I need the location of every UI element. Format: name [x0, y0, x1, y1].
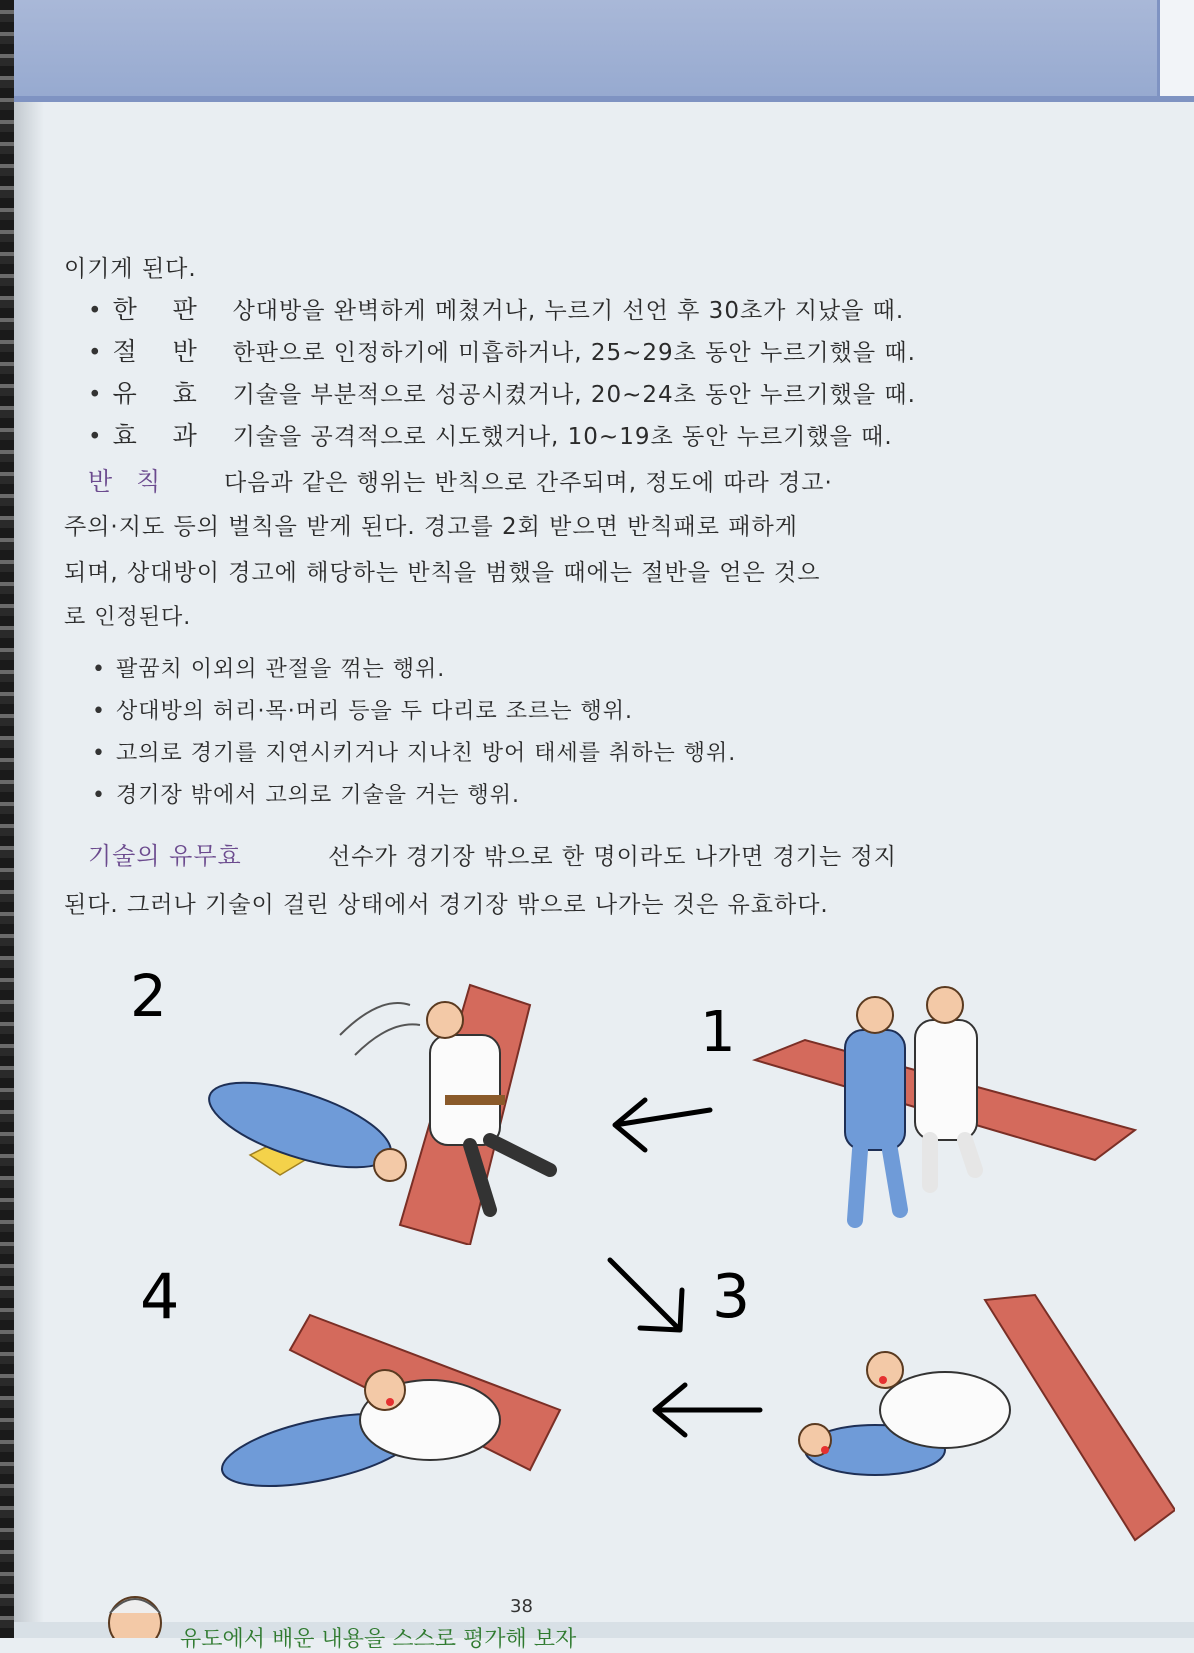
- validity-line-2: 된다. 그러나 기술이 걸린 상태에서 경기장 밖으로 나가는 것은 유효하다.: [64, 892, 829, 918]
- score-term: 유 효: [112, 379, 211, 408]
- foul-item-text: 팔꿈치 이외의 관절을 꺾는 행위.: [115, 657, 446, 682]
- arrow-left-icon: [600, 1080, 720, 1160]
- foul-item: [92, 778, 520, 809]
- score-desc: 기술을 부분적으로 성공시켰거나, 20∼24초 동안 누르기했을 때.: [232, 382, 916, 408]
- validity-heading-line: [88, 836, 897, 871]
- score-row-ippon: [88, 290, 904, 326]
- white-judoka: [915, 1020, 977, 1140]
- page-note: 38: [510, 1596, 533, 1617]
- thrower-head: [427, 1002, 463, 1038]
- validity-term: 기술의 유무효: [88, 842, 242, 870]
- bullet: •: [88, 382, 103, 408]
- injury-mark: [386, 1398, 394, 1406]
- white-legs: [930, 1140, 975, 1185]
- bullet: •: [88, 424, 103, 450]
- injury-mark: [821, 1446, 829, 1454]
- blue-head: [857, 997, 893, 1033]
- fouls-line-3: 되며, 상대방이 경고에 해당하는 반칙을 범했을 때에는 절반을 얻은 것으: [64, 560, 821, 586]
- fouls-heading-line: [88, 462, 833, 498]
- fouls-term: 반 칙: [88, 467, 169, 496]
- bullet: •: [92, 699, 106, 724]
- validity-line-1: 선수가 경기장 밖으로 한 명이라도 나가면 경기는 정지: [328, 844, 897, 870]
- motion-lines: [340, 1003, 420, 1055]
- foul-item-text: 경기장 밖에서 고의로 기술을 거는 행위.: [115, 783, 520, 808]
- score-row-wazaari: [88, 332, 916, 368]
- foul-item: [92, 652, 445, 683]
- thrown-judoka: [200, 1065, 400, 1185]
- foul-item-text: 상대방의 허리·목·머리 등을 두 다리로 조르는 행위.: [115, 699, 633, 724]
- white-head: [927, 987, 963, 1023]
- bullet: •: [92, 657, 106, 682]
- header-band: [14, 0, 1194, 102]
- score-desc: 기술을 공격적으로 시도했거나, 10∼19초 동안 누르기했을 때.: [232, 424, 893, 450]
- judo-illustration-3: [775, 1290, 1175, 1550]
- fouls-line-1: 다음과 같은 행위는 반칙으로 간주되며, 정도에 따라 경고·: [224, 470, 833, 496]
- spine-shadow: [14, 0, 44, 1638]
- score-term: 효 과: [112, 421, 211, 450]
- book-spine: [0, 0, 14, 1638]
- score-desc: 상대방을 완벽하게 메쳤거나, 누르기 선언 후 30초가 지났을 때.: [232, 298, 905, 324]
- judo-illustration-4: [200, 1310, 610, 1560]
- thrower-judoka: [430, 1035, 500, 1145]
- judo-illustration-1: [745, 980, 1145, 1250]
- sequence-mark-4: 4: [140, 1260, 180, 1333]
- thrown-head: [374, 1149, 406, 1181]
- header-tab: [1157, 0, 1194, 96]
- score-row-yuko: [88, 374, 916, 410]
- score-term: 절 반: [112, 337, 211, 366]
- score-row-koka: [88, 416, 893, 452]
- bullet: •: [92, 783, 106, 808]
- foul-item: [92, 736, 736, 767]
- blue-legs: [855, 1150, 900, 1220]
- bullet: •: [88, 340, 103, 366]
- sequence-mark-3: 3: [712, 1262, 751, 1332]
- mat-edge: [985, 1295, 1175, 1540]
- blue-judoka: [845, 1030, 905, 1150]
- judo-illustration-2: [190, 975, 620, 1245]
- intro-line: 이기게 된다.: [64, 256, 197, 282]
- footer-text: 유도에서 배운 내용을 스스로 평가해 보자: [180, 1627, 577, 1652]
- attacking-judoka: [880, 1372, 1010, 1448]
- bullet: •: [92, 741, 106, 766]
- injury-mark: [879, 1376, 887, 1384]
- sequence-mark-2: 2: [130, 962, 167, 1030]
- fouls-line-4: 로 인정된다.: [64, 605, 192, 630]
- score-term: 한 판: [112, 295, 211, 324]
- mascot-icon: [100, 1585, 170, 1638]
- sequence-mark-1: 1: [700, 1000, 736, 1065]
- foul-item-text: 고의로 경기를 지연시키거나 지나친 방어 태세를 취하는 행위.: [115, 741, 737, 766]
- judoka-head: [365, 1370, 405, 1410]
- fouls-line-2: 주의·지도 등의 벌칙을 받게 된다. 경고를 2회 받으면 반칙패로 패하게: [64, 514, 798, 540]
- arrow-left-icon: [640, 1370, 770, 1450]
- bullet: •: [88, 298, 103, 324]
- arrow-diagonal-icon: [600, 1250, 710, 1350]
- foul-item: [92, 694, 633, 725]
- score-desc: 한판으로 인정하기에 미흡하거나, 25∼29초 동안 누르기했을 때.: [232, 340, 916, 366]
- belt: [445, 1095, 505, 1105]
